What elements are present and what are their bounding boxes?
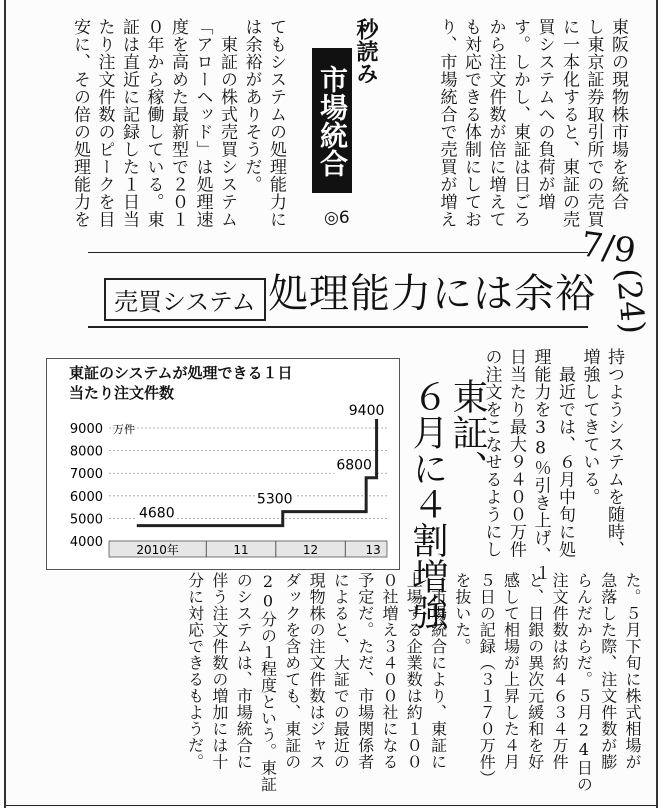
x-tick-label: 2010年 <box>136 543 179 557</box>
bottom-columns-line: らんだからだ。５月24日の <box>574 572 594 793</box>
bottom-columns-line: 市場統合により、東証に <box>428 572 448 770</box>
top-left-columns-line: 証は直近に記録した１日当 <box>119 18 139 228</box>
bottom-rule <box>6 805 656 806</box>
data-label: 9400 <box>348 403 385 419</box>
subhead-line-1: 東証、 <box>447 378 488 486</box>
newspaper-clipping <box>4 0 658 808</box>
top-left-columns-line: てもシステムの処理能力に <box>266 18 286 228</box>
top-left-columns-line: 「アローヘッド」は処理速 <box>192 18 213 228</box>
bottom-columns-line: ５日の記録（３１７０万件） <box>477 572 497 787</box>
top-left-columns-line: 度を高めた最新型で２０１ <box>168 18 188 228</box>
kicker-small: 秒読み <box>353 18 378 84</box>
bottom-columns-line: 上場する企業数は約１００ <box>404 572 424 770</box>
top-left-columns-line: 安に、その倍の処理能力を <box>70 18 90 228</box>
kicker-box: 市場統合 <box>312 48 352 193</box>
lower-right-columns-line: の注文をこなせるようにし <box>481 348 502 558</box>
lower-right-columns-line: 持つようシステムを随時、 <box>604 348 624 558</box>
bottom-columns-line: 注文件数は約４６３４万件 <box>550 572 570 770</box>
top-right-columns-line: から注文件数が倍に増えて <box>485 18 506 228</box>
y-tick-label: 6000 <box>69 489 103 505</box>
top-right-columns-line: り、市場統合で売買が増え <box>436 18 457 228</box>
headline-title: 処理能力には余裕 <box>268 271 596 317</box>
x-tick-label: 11 <box>233 543 249 557</box>
top-left-columns-line: 東証の株式売買システム <box>217 18 237 228</box>
headline-label: 売買システム <box>104 278 266 321</box>
bottom-columns-line: のシステムは、市場統合に <box>234 572 254 770</box>
bottom-columns-line: を抜いた。 <box>452 572 472 655</box>
bottom-columns-line: 分に対応できるもようだ。 <box>185 572 205 770</box>
data-label: 5300 <box>256 491 293 508</box>
series-kicker <box>306 8 376 238</box>
data-label: 6800 <box>336 457 372 474</box>
x-tick-label: 13 <box>365 543 381 557</box>
bottom-columns-line: ０社増え３４００社になる <box>380 572 399 770</box>
order-capacity-chart <box>46 358 400 570</box>
bottom-columns-line: 予定だ。ただ、市場関係者 <box>355 572 375 770</box>
handwritten-page: (24) <box>609 266 653 336</box>
bottom-columns-line: 伴う注文件数の増加には十 <box>209 572 229 770</box>
subhead-line-2: ６月に４割増強 <box>407 378 448 630</box>
chart-title-line-1: 東証のシステムが処理できる１日 <box>69 364 293 382</box>
kicker-number: ◎6 <box>324 208 350 228</box>
top-right-columns-line: す。しかし、東証は日ごろ <box>510 18 530 228</box>
y-tick-label: 9000 <box>69 422 103 438</box>
top-right-columns-line: に一本化すると、東証の売 <box>559 18 579 228</box>
handwritten-date: 7/9 <box>578 224 639 272</box>
top-right-columns-line: し東京証券取引所での売買 <box>583 18 604 228</box>
lower-right-columns-line: 理能力を38％引き上げ、１ <box>530 348 551 582</box>
bottom-columns-line: によると、大証での最近の <box>331 572 351 770</box>
top-right-columns-line: も対応できる体制にしてお <box>461 18 481 228</box>
top-right-columns-line: 東阪の現物株市場を統合 <box>608 18 628 211</box>
headline-bottom-rule <box>88 326 588 328</box>
lower-right-columns-line: 日当たり最大９４００万件 <box>506 348 526 558</box>
top-left-columns-line: ０年から稼働している。東 <box>143 18 164 228</box>
bottom-columns-line: 急落した際、注文件数が膨 <box>598 572 618 770</box>
chart-plot <box>47 359 399 569</box>
y-axis-unit: 万件 <box>113 423 135 437</box>
y-tick-label: 4000 <box>69 535 103 550</box>
y-tick-label: 8000 <box>69 444 103 460</box>
chart-title-line-2: 当たり注文件数 <box>69 384 175 402</box>
y-tick-label: 5000 <box>69 512 103 528</box>
data-label: 4680 <box>138 505 175 522</box>
top-left-columns-line: たり注文件数のピークを目 <box>94 18 115 228</box>
bottom-columns-line: 現物株の注文件数はジャス <box>307 572 327 770</box>
x-tick-label: 12 <box>302 543 319 557</box>
top-left-columns-line: は余裕がありそうだ。 <box>241 18 262 193</box>
bottom-columns-line: 感して相場が上昇した４月 <box>501 572 521 770</box>
top-right-columns-line: 買システムへの負荷が増 <box>534 18 555 211</box>
bottom-columns-line: と、日銀の異次元緩和を好 <box>525 572 545 770</box>
bottom-columns-line: 20分の１程度という。東証 <box>258 572 278 793</box>
y-tick-label: 7000 <box>69 467 103 483</box>
lower-right-columns-line: 最近では、６月中旬に処 <box>555 348 575 558</box>
bottom-columns-line: た。５月下旬に株式相場が <box>623 572 642 770</box>
headline-top-rule <box>88 252 588 253</box>
lower-right-columns-line: 増強してきている。 <box>579 348 600 506</box>
bottom-columns-line: ダックを含めても、東証の <box>282 572 302 770</box>
